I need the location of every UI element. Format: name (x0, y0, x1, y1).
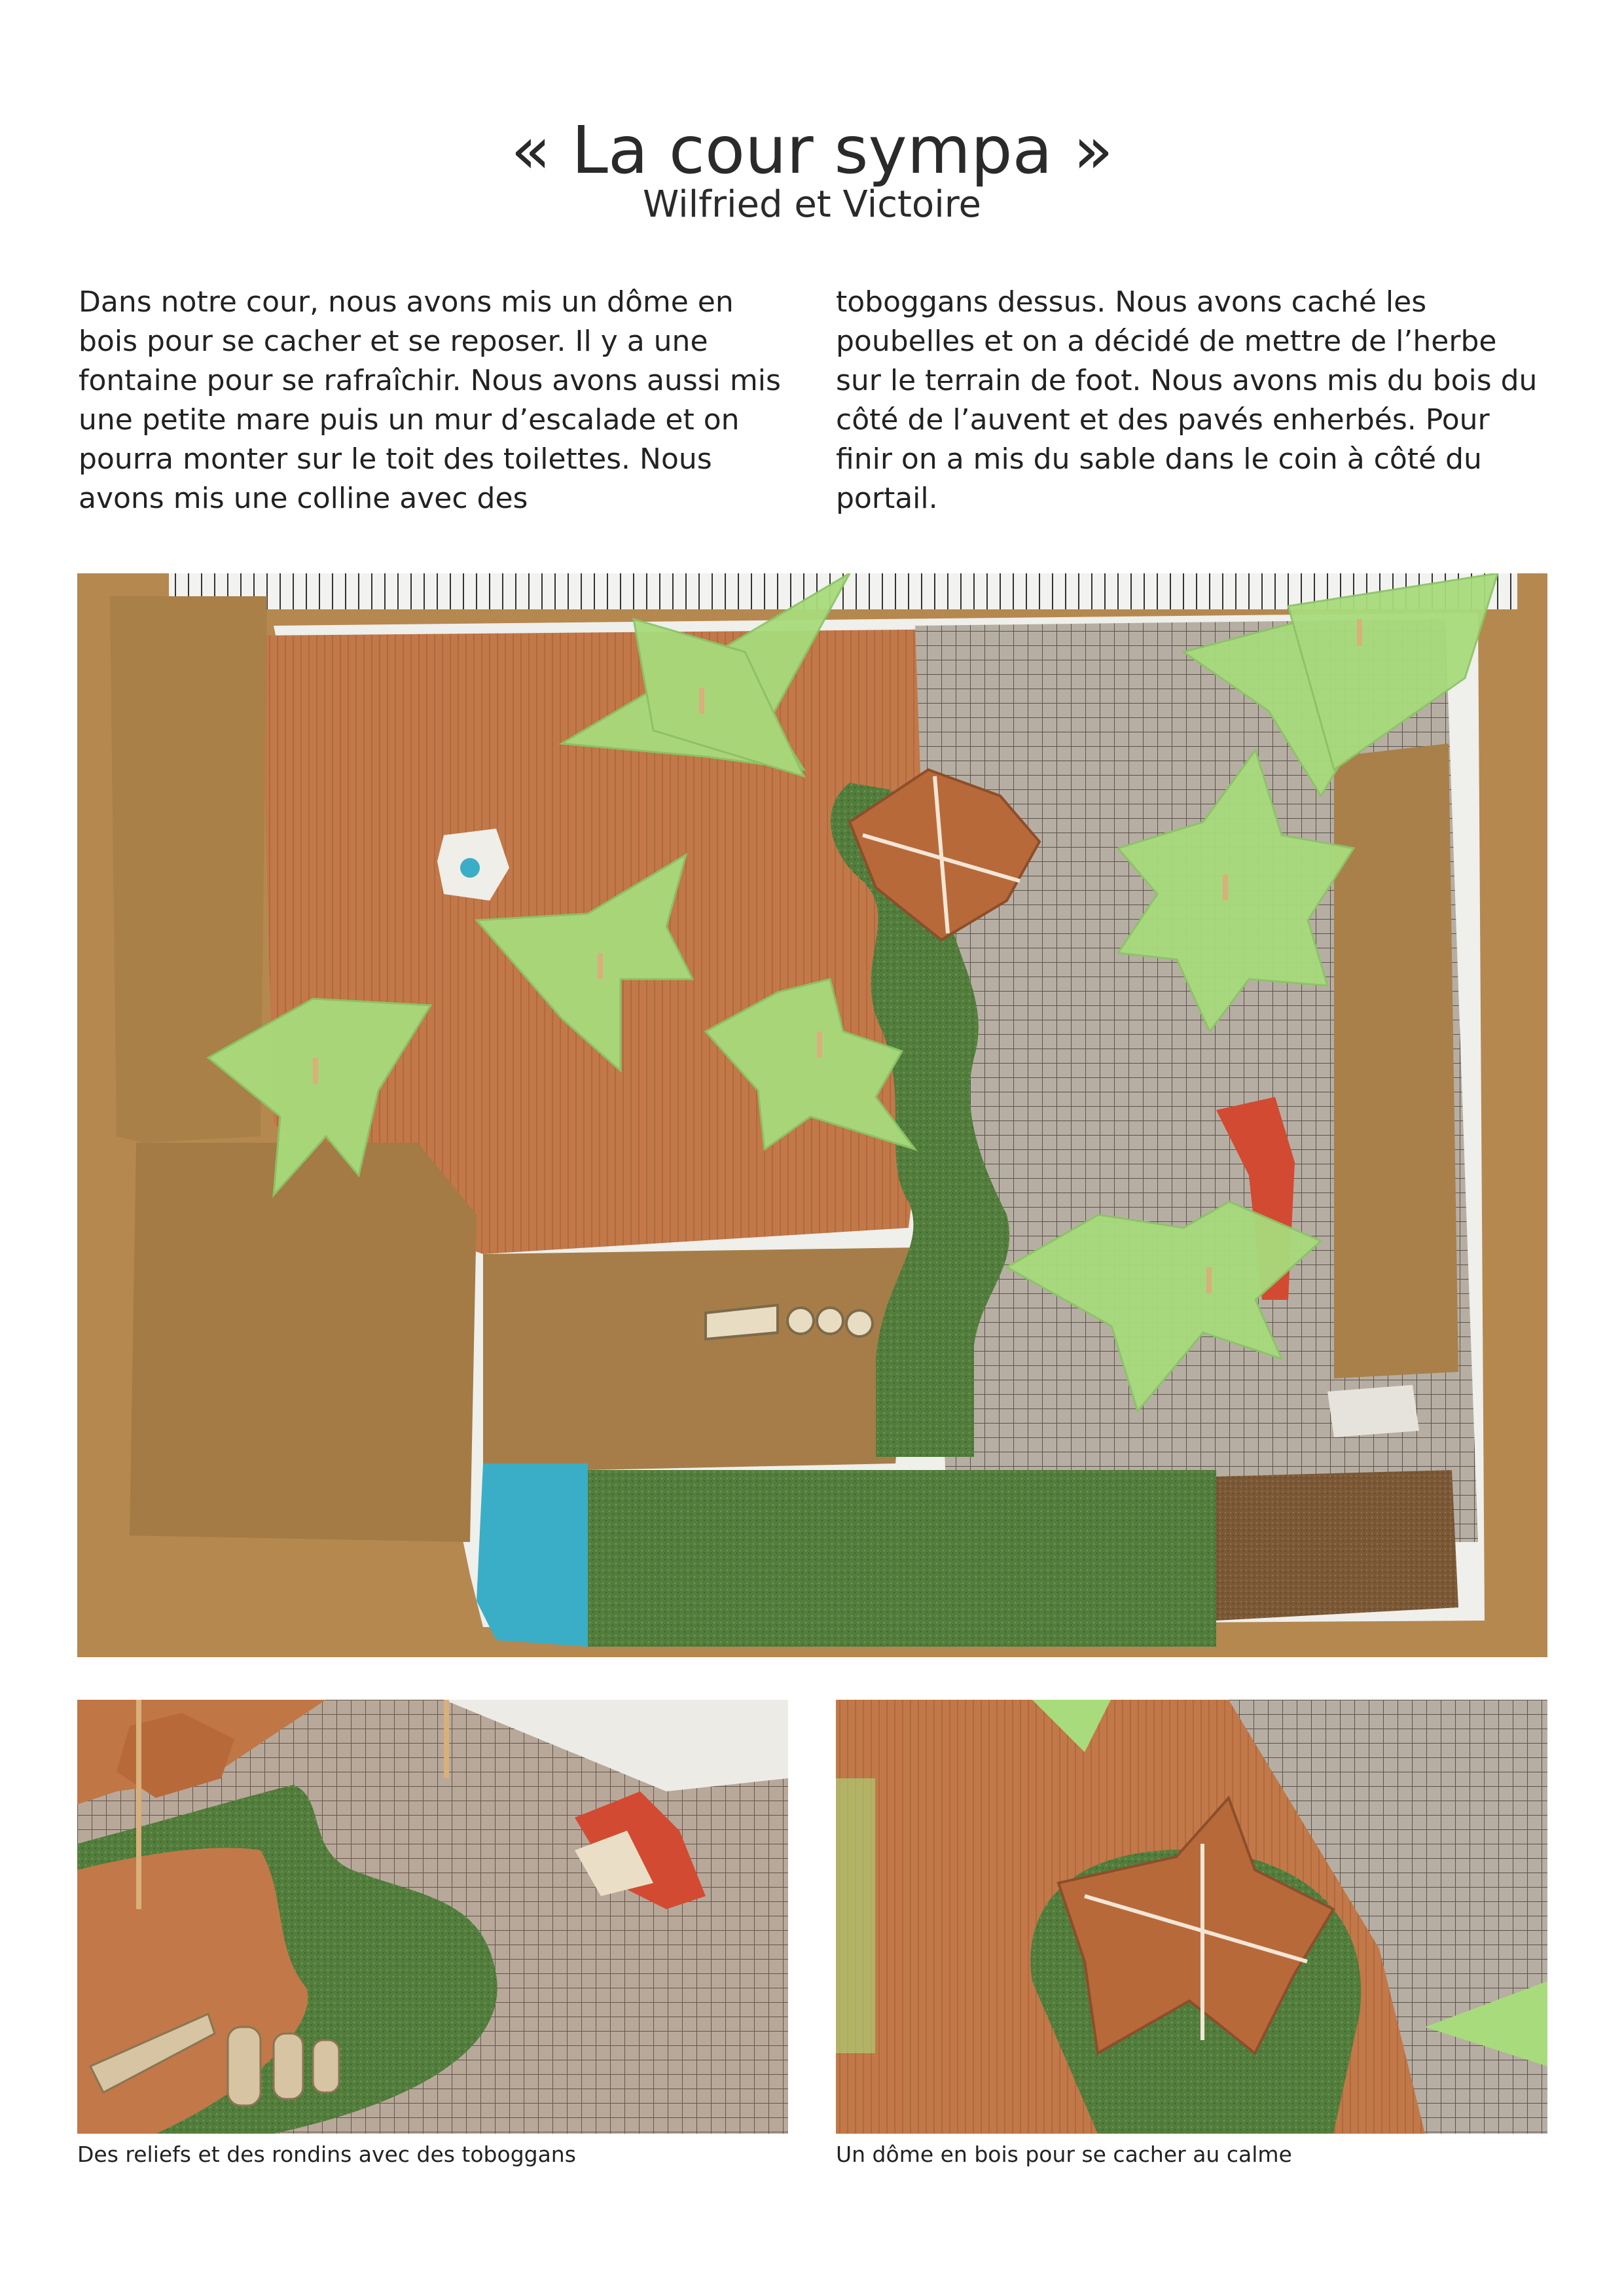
photo-wooden-dome (836, 1700, 1547, 2134)
main-photo-schoolyard-model (77, 573, 1547, 1657)
cardboard-right-strip (1334, 744, 1458, 1378)
photo-reliefs-logs-slides (77, 1700, 788, 2134)
cardboard-roof-block (130, 1143, 477, 1542)
page-subtitle-authors: Wilfried et Victoire (642, 183, 981, 226)
photo-right-illustration (836, 1700, 1547, 2134)
photo-left-illustration (77, 1700, 788, 2134)
sand-area (1216, 1470, 1458, 1621)
page-title: « La cour sympa » (511, 112, 1113, 188)
caption-left-photo: Des reliefs et des rondins avec des toboggans (77, 2142, 576, 2167)
grass-football-field (588, 1470, 1216, 1647)
body-text-column-1: Dans notre cour, nous avons mis un dôme en bois pour se cacher et se reposer. Il y a une fontaine pour se rafraîchir. Nous avons aussi mis une petite mare puis un mur d’escalade et on pourra monter sur le toit des toilettes. Nous avons mis une colline avec des (79, 285, 781, 515)
body-text-column-2: toboggans dessus. Nous avons caché les poubelles et on a décidé de mettre de l’herbe sur le terrain de foot. Nous avons mis du bois du côté de l’auvent et des pavés enherbés. Pour finir on a mis du sable dans le coin à côté du portail. (836, 285, 1538, 515)
main-photo-illustration (77, 573, 1547, 1657)
pond (477, 1463, 588, 1647)
caption-right-photo: Un dôme en bois pour se cacher au calme (836, 2142, 1292, 2167)
